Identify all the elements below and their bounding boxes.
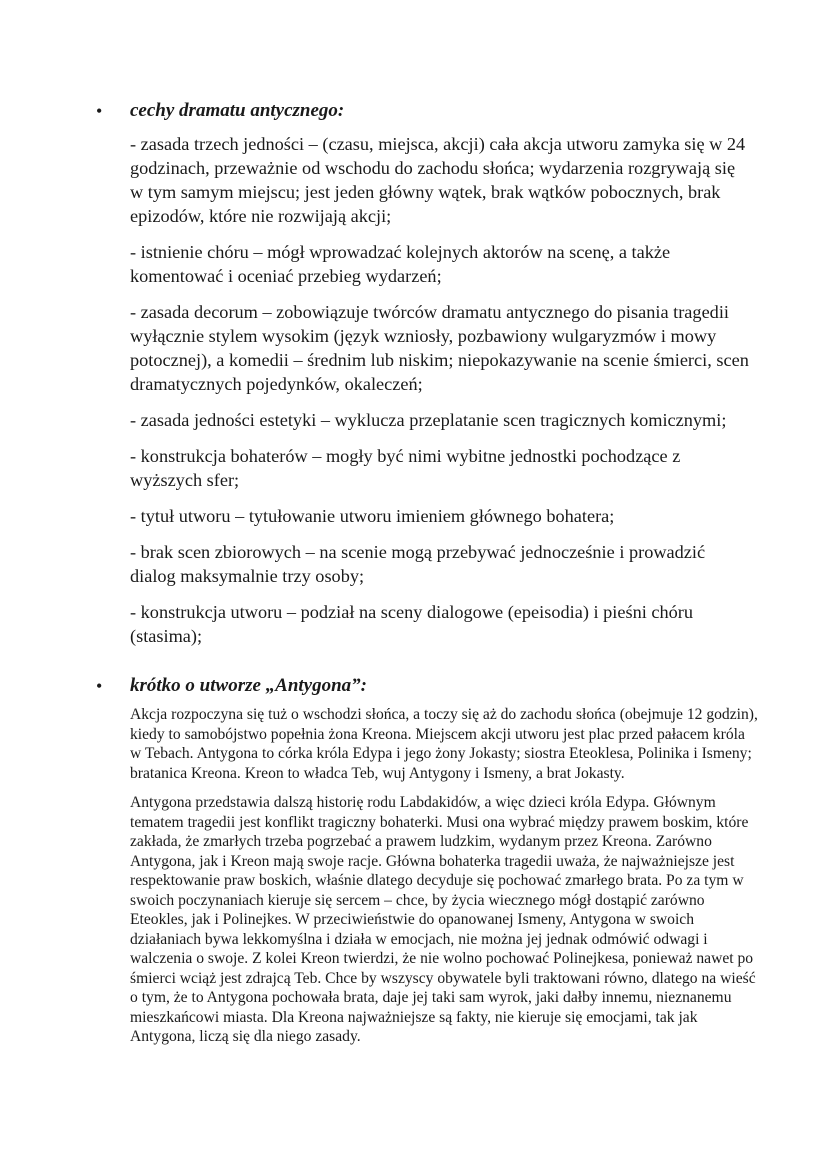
summary-paragraph: Antygona przedstawia dalszą historię rodu Labdakidów, a więc dzieci króla Edypa. Głównym tematem tragedii jest konflikt tragiczny bohaterki. Musi ona wybrać między prawem boskim, które zakłada, że zmarłych trzeba pogrzebać a prawem ludzkim, wydanym przez Kreona. Zarówno Antygona, jak i Kreon mają swoje racje. Główna bohaterka tragedii uważa, że najważniejsze jest respektowanie praw boskich, właśnie dlatego decyduje się pochować zmarłego brata. Po za tym w swoich poczynaniach kieruje się sercem – chce, by życia wiecznego mógł dostąpić zarówno Eteokles, jak i Polinejkes. W przeciwieństwie do opanowanej Ismeny, Antygona w swoich działaniach bywa lekkomyślna i działa w emocjach, nie można jej jednak odmówić odwagi i walczenia o swoje. Z kolei Kreon twierdzi, że nie wolno pochować Polinejkesa, ponieważ nawet po śmierci wciąż jest zdrajcą Teb. Chce by wszyscy obywatele byli traktowani równo, dlatego na wieść o tym, że to Antygona pochowała brata, daje jej taki sam wyrok, jaki dałby innemu, nieznanemu mieszkańcowi miasta. Dla Kreona najważniejsze są fakty, nie kieruje się emocjami, tak jak Antygona, liczą się dla niego zasady.: [130, 794, 756, 1045]
feature-item: - istnienie chóru – mógł wprowadzać kolejnych aktorów na scenę, a także komentować i oceniać przebieg wydarzeń;: [130, 242, 671, 286]
feature-item: - brak scen zbiorowych – na scenie mogą przebywać jednocześnie i prowadzić dialog maksymalnie trzy osoby;: [130, 542, 706, 586]
feature-item: - zasada jedności estetyki – wyklucza przeplatanie scen tragicznych komicznymi;: [130, 410, 727, 430]
section-heading-row: [0, 98, 828, 124]
section-antigone-summary: [0, 673, 828, 1047]
bullet-icon: •: [96, 101, 103, 121]
feature-item: - konstrukcja utworu – podział na sceny dialogowe (epeisodia) i pieśni chóru (stasima);: [130, 602, 694, 646]
bullet-icon: •: [96, 676, 103, 696]
feature-item: - zasada decorum – zobowiązuje twórców dramatu antycznego do pisania tragedii wyłącznie stylem wysokim (język wzniosły, pozbawiony wulgaryzmów i mowy potocznej), a komedii – średnim lub niskim; niepokazywanie na scenie śmierci, scen dramatycznych pojedynków, okaleczeń;: [130, 302, 749, 394]
feature-item: - zasada trzech jedności – (czasu, miejsca, akcji) cała akcja utworu zamyka się w 24 godzinach, przeważnie od wschodu do zachodu słońca; wydarzenia rozgrywają się w tym samym miejscu; jest jeden główny wątek, brak wątków pobocznych, brak epizodów, które nie rozwijają akcji;: [130, 134, 746, 226]
section-drama-features: [0, 98, 828, 648]
feature-item: - tytuł utworu – tytułowanie utworu imieniem głównego bohatera;: [130, 506, 615, 526]
section-heading-row: [0, 673, 828, 699]
feature-item: - konstrukcja bohaterów – mogły być nimi wybitne jednostki pochodzące z wyższych sfer;: [130, 446, 681, 490]
summary-paragraph: Akcja rozpoczyna się tuż o wschodzi słońca, a toczy się aż do zachodu słońca (obejmuje 12 godzin), kiedy to samobójstwo popełnia żona Kreona. Miejscem akcji utworu jest plac przed pałacem króla w Tebach. Antygona to córka króla Edypa i jego żony Jokasty; siostra Eteoklesa, Polinika i Ismeny; bratanica Kreona. Kreon to władca Teb, wuj Antygony i Ismeny, a brat Jokasty.: [130, 706, 758, 782]
section-heading: krótko o utworze „Antygona”:: [130, 675, 368, 696]
section-heading: cechy dramatu antycznego:: [130, 100, 345, 121]
